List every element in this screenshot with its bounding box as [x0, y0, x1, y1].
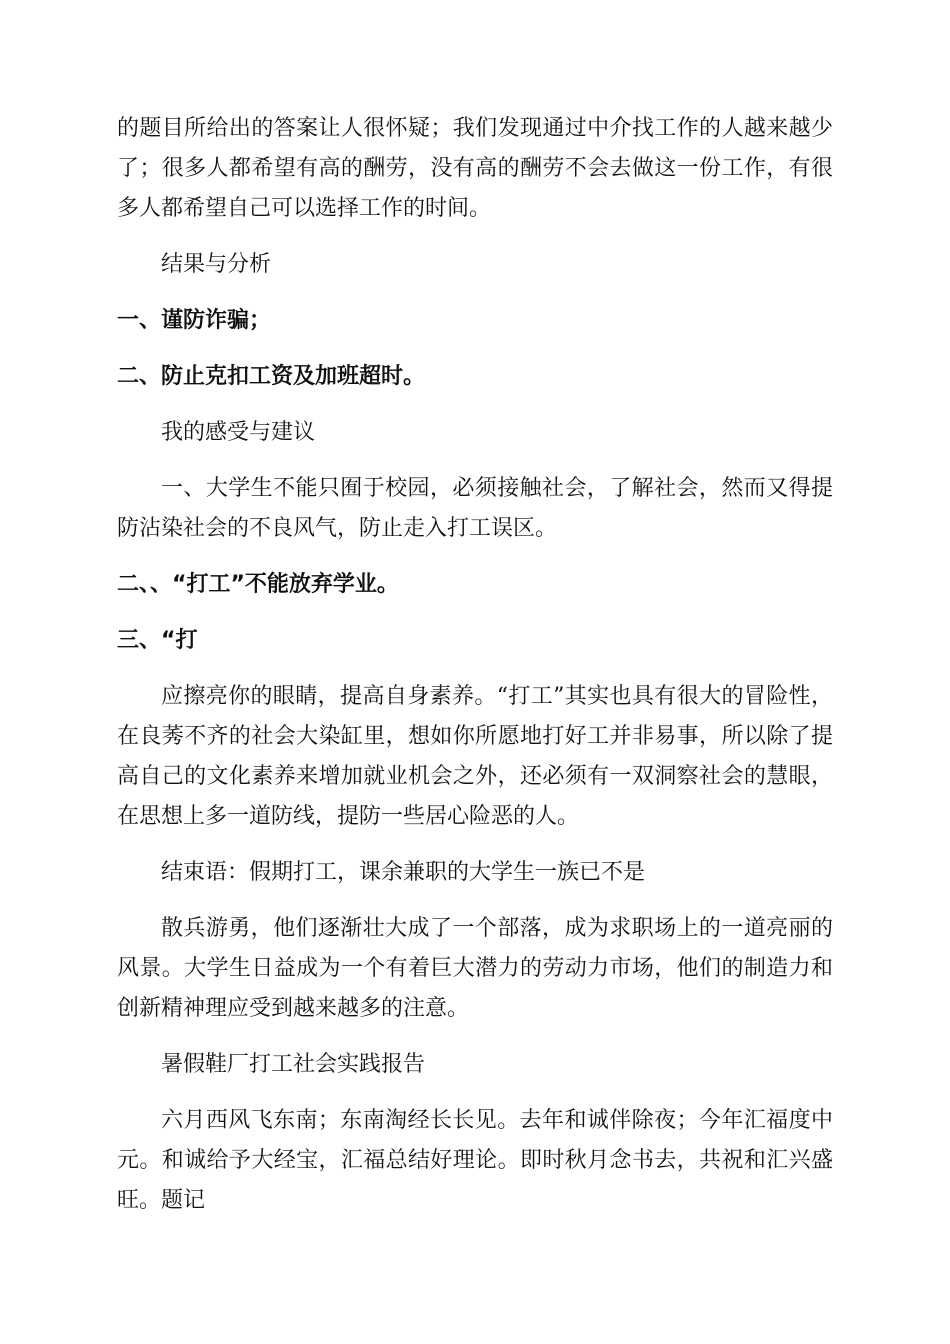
paragraph-epigraph: 六月西风飞东南；东南淘经长长见。去年和诚伴除夜；今年汇福度中元。和诚给予大经宝，汇福总结好理论。即时秋月念书去，共祝和汇兴盛旺。题记 — [117, 1108, 833, 1213]
heading-feelings-suggestions: 我的感受与建议 — [161, 420, 316, 445]
paragraph-conclusion-body: 散兵游勇，他们逐渐壮大成了一个部落，成为求职场上的一道亮丽的风景。大学生日益成为一个有着巨大潜力的劳动力市场，他们的制造力和创新精神理应受到越来越多的注意。 — [117, 916, 833, 1021]
suggestion-two: 二、、“打工”不能放弃学业。 — [117, 572, 399, 597]
paragraph-conclusion-intro: 结束语：假期打工，课余兼职的大学生一族已不是 — [161, 860, 646, 885]
heading-shoe-factory-report: 暑假鞋厂打工社会实践报告 — [161, 1052, 426, 1077]
point-prevent-wage-deduction: 二、防止克扣工资及加班超时。 — [117, 364, 426, 389]
suggestion-one: 一、大学生不能只囿于校园，必须接触社会，了解社会，然而又得提防沾染社会的不良风气，防止走入打工误区。 — [117, 476, 833, 541]
heading-results-analysis: 结果与分析 — [161, 252, 272, 277]
paragraph-survey-findings: 的题目所给出的答案让人很怀疑；我们发现通过中介找工作的人越来越少了；很多人都希望有高的酬劳，没有高的酬劳不会去做这一份工作，有很多人都希望自己可以选择工作的时间。 — [117, 116, 833, 221]
point-beware-fraud: 一、谨防诈骗； — [117, 308, 272, 333]
document-body — [117, 109, 833, 1237]
paragraph-open-your-eyes: 应擦亮你的眼睛，提高自身素养。“打工”其实也具有很大的冒险性，在良莠不齐的社会大染缸里，想如你所愿地打好工并非易事，所以除了提高自己的文化素养来增加就业机会之外，还必须有一双洞察社会的慧眼，在思想上多一道防线，提防一些居心险恶的人。 — [117, 684, 833, 829]
suggestion-three: 三、“打 — [117, 628, 198, 653]
